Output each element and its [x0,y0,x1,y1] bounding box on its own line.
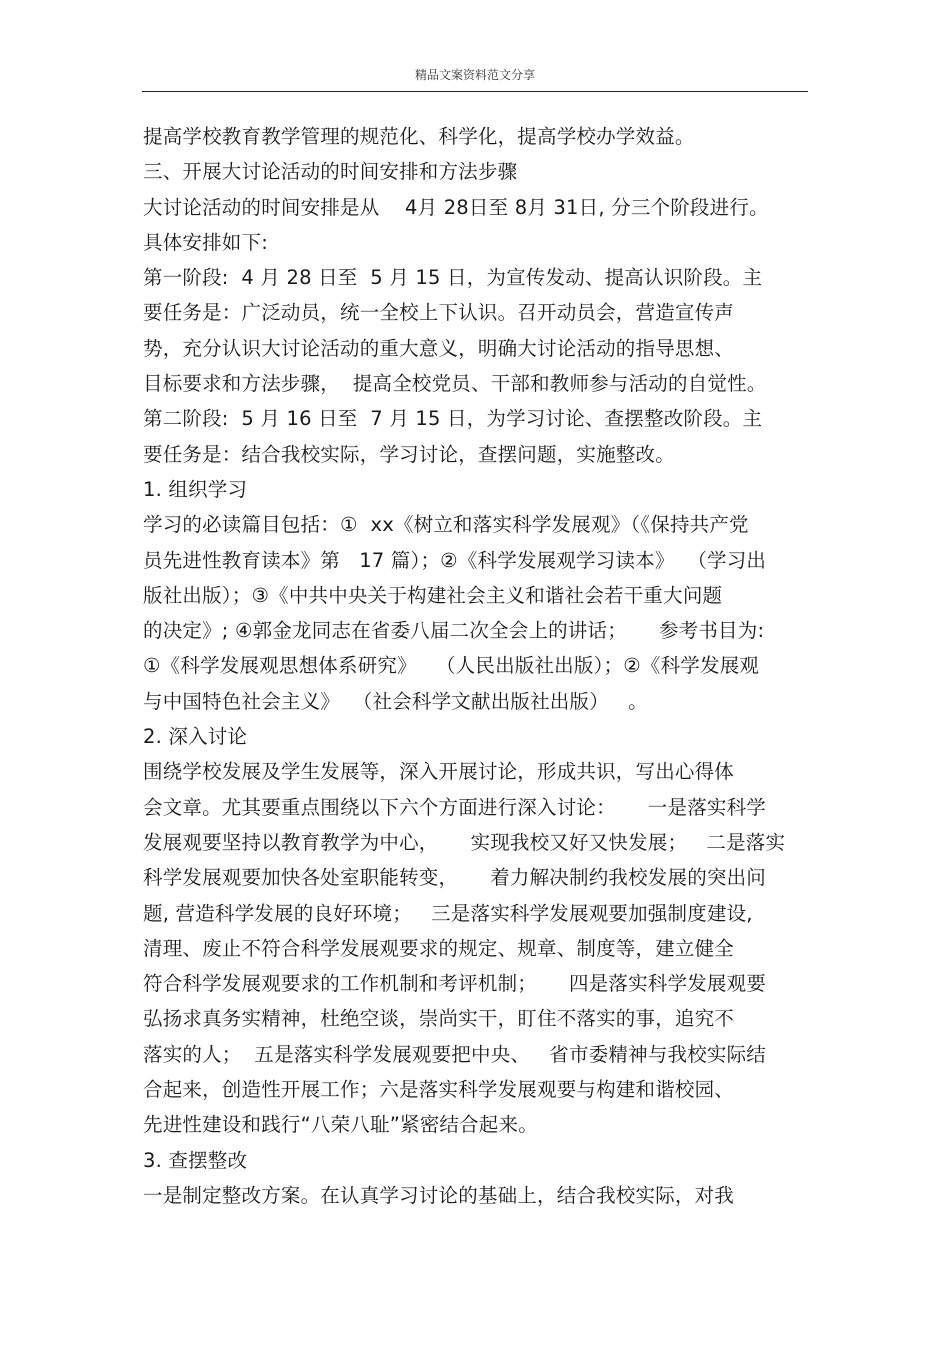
text-line: 要任务是：结合我校实际，学习讨论，查摆问题，实施整改。 [143,442,675,466]
text-line: 与中国特色社会主义》 （社会科学文献出版社出版） 。 [143,689,648,713]
text-line: 2. 深入讨论 [143,725,248,749]
document-body [143,119,823,1213]
text-line: 目标要求和方法步骤， 提高全校党员、干部和教师参与活动的自觉性。 [143,372,767,396]
text-line: 落实的人； 五是落实科学发展观要把中央、 省市委精神与我校实际结 [143,1042,766,1066]
header-divider [142,91,808,92]
text-line: 要任务是：广泛动员，统一全校上下认识。召开动员会，营造宣传声 [143,301,735,325]
text-line: 发展观要坚持以教育教学为中心， 实现我校又好又快发展； 二是落实 [143,830,786,854]
text-line: 第二阶段: 5 月 16 日至 7 月 15 日，为学习讨论、查摆整改阶段。主 [143,407,763,431]
text-line: 具体安排如下: [143,230,268,254]
text-line: 弘扬求真务实精神，杜绝空谈，崇尚实干，盯住不落实的事，追究不 [143,1007,735,1031]
text-line: 大讨论活动的时间安排是从 4月 28日至 8月 31日, 分三个阶段进行。 [143,195,769,219]
text-line: 1. 组织学习 [143,477,248,501]
text-line: 员先进性教育读本》第 17 篇）；②《科学发展观学习读本》 （学习出 [143,548,767,572]
text-line: 一是制定整改方案。在认真学习讨论的基础上，结合我校实际，对我 [143,1183,735,1207]
text-line: 3. 查摆整改 [143,1148,248,1172]
text-line: 合起来，创造性开展工作；六是落实科学发展观要与构建和谐校园、 [143,1078,735,1102]
text-line: 提高学校教育教学管理的规范化、科学化，提高学校办学效益。 [143,125,695,148]
text-line: 符合科学发展观要求的工作机制和考评机制； 四是落实科学发展观要 [143,972,766,996]
text-line: ①《科学发展观思想体系研究》 （人民出版社出版）；②《科学发展观 [143,654,760,678]
text-line: 学习的必读篇目包括：① xx《树立和落实科学发展观》（《保持共产党 [143,513,749,537]
text-line: 势，充分认识大讨论活动的重大意义，明确大讨论活动的指导思想、 [143,336,735,360]
text-line: 三、开展大讨论活动的时间安排和方法步骤 [143,160,518,184]
text-line: 先进性建设和践行“八荣八耻”紧密结合起来。 [143,1113,538,1137]
text-line: 版社出版）；③《中共中央关于构建社会主义和谐社会若干重大问题 [143,583,723,607]
text-line: 第一阶段: 4 月 28 日至 5 月 15 日，为宣传发动、提高认识阶段。主 [143,266,763,290]
text-line: 会文章。尤其要重点围绕以下六个方面进行深入讨论： 一是落实科学 [143,795,766,819]
text-line: 题, 营造科学发展的良好环境； 三是落实科学发展观要加强制度建设, [143,901,753,925]
text-line: 清理、废止不符合科学发展观要求的规定、规章、制度等，建立健全 [143,936,735,960]
page-header: 精品文案资料范文分享 [414,68,535,82]
text-line: 围绕学校发展及学生发展等，深入开展讨论，形成共识，写出心得体 [143,760,735,784]
text-line: 科学发展观要加快各处室职能转变， 着力解决制约我校发展的突出问 [143,866,766,890]
text-line: 的决定》; ④郭金龙同志在省委八届二次全会上的讲话； 参考书目为: [143,619,765,643]
